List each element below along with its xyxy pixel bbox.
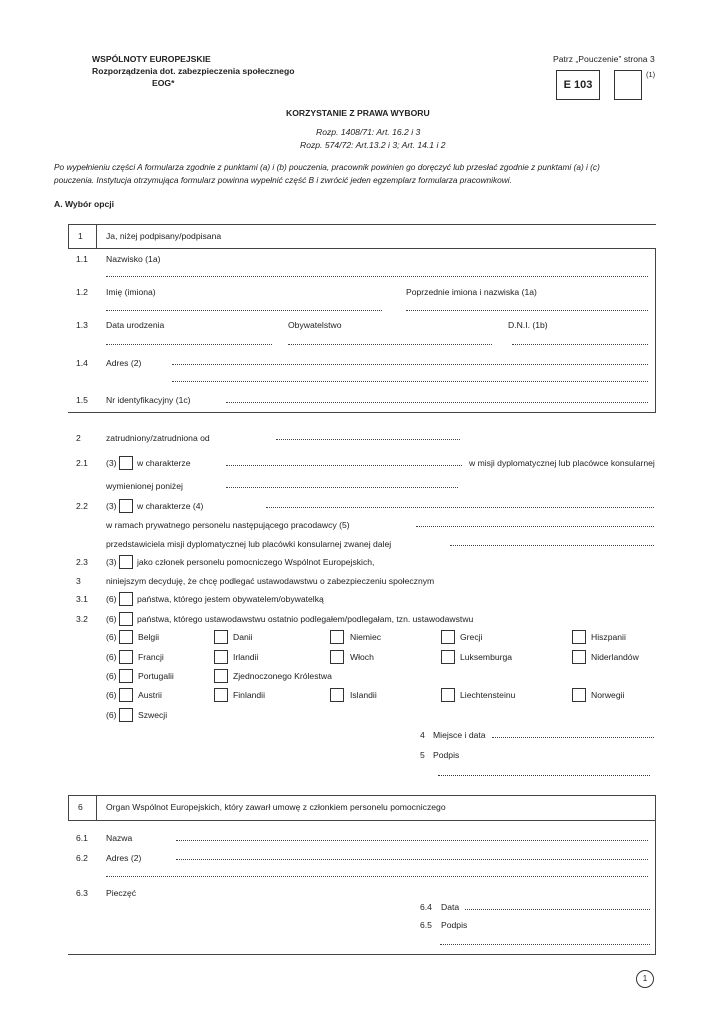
- irlandia-label: Irlandii: [233, 652, 259, 662]
- form-code: E 103: [563, 79, 593, 91]
- holandia-label: Niderlandów: [591, 652, 639, 662]
- previous-names-label: [406, 287, 537, 297]
- holandia-checkbox[interactable]: [572, 650, 586, 664]
- first-names-field[interactable]: [106, 310, 382, 311]
- private-staff-text: w ramach prywatnego personelu następującego pracodawcy: [106, 520, 337, 530]
- institution-address-label: [106, 853, 141, 863]
- id-number-ref: (1c): [175, 395, 191, 405]
- item-2-1-ref: (3): [106, 458, 117, 468]
- item-2-3-ref: (3): [106, 557, 117, 567]
- item-2-1-checkbox[interactable]: [119, 456, 133, 470]
- see-note: Patrz „Pouczenie” strona 3: [553, 54, 655, 64]
- place-date-field[interactable]: [492, 737, 654, 738]
- id-number-text: Nr identyfikacyjny: [106, 395, 174, 405]
- surname-ref: (1a): [145, 254, 161, 264]
- islandia-checkbox[interactable]: [330, 688, 344, 702]
- item-3-2-ref: (6): [106, 614, 117, 624]
- box1-right: [655, 248, 656, 412]
- dania-checkbox[interactable]: [214, 630, 228, 644]
- first-names-label: Imię (imiona): [106, 287, 156, 297]
- representative-label: przedstawiciela misji dyplomatycznej lub placówki konsularnej zwanej dalej: [106, 539, 392, 549]
- place-date-label: Miejsce i data: [433, 730, 486, 740]
- regulation-2: Rozp. 574/72: Art.13.2 i 3; Art. 14.1 i 2: [300, 140, 446, 150]
- previous-names-ref: (1a): [521, 287, 537, 297]
- austria-checkbox[interactable]: [119, 688, 133, 702]
- address-text: Adres: [106, 358, 129, 368]
- portugalia-checkbox[interactable]: [119, 669, 133, 683]
- page-number-circle: [636, 970, 654, 988]
- institution-date-field[interactable]: [465, 909, 650, 910]
- mentioned-below-label: wymienionej poniżej: [106, 481, 183, 491]
- uk-label: Zjednoczonego Królestwa: [233, 671, 332, 681]
- in-mission-label: w misji dyplomatycznej lub placówce konsularnej: [469, 458, 655, 468]
- section-5-number: 5: [420, 750, 425, 760]
- footnote-ref: (1): [646, 70, 656, 79]
- dni-field[interactable]: [512, 344, 648, 345]
- dni-text: D.N.I.: [508, 320, 530, 330]
- last-state-label: państwa, którego ustawodawstwu ostatnio podlegałem/podlegałam, tzn. ustawodawstwu: [137, 614, 474, 624]
- hiszpania-label: Hiszpanii: [591, 632, 626, 642]
- previous-names-field[interactable]: [406, 310, 648, 311]
- org-line-1: WSPÓLNOTY EUROPEJSKIE: [92, 54, 211, 64]
- employed-since-field[interactable]: [276, 439, 460, 440]
- institution-name-label: Nazwa: [106, 833, 133, 843]
- institution-address-field-2[interactable]: [106, 876, 648, 877]
- belgia-ref: (6): [106, 632, 117, 642]
- section-1-label: Ja, niżej podpisany/podpisana: [106, 231, 222, 241]
- item-6-3-number: 6.3: [76, 888, 88, 898]
- irlandia-checkbox[interactable]: [214, 650, 228, 664]
- box1-bottom: [68, 412, 656, 413]
- section-a-heading: A. Wybór opcji: [54, 199, 115, 209]
- id-number-label: [106, 395, 191, 405]
- item-2-3-number: 2.3: [76, 557, 88, 567]
- institution-date-label: Data: [441, 902, 460, 912]
- citizenship-field[interactable]: [288, 344, 492, 345]
- item-2-2-as-label: [137, 501, 203, 511]
- item-2-1-as-label: w charakterze: [137, 458, 191, 468]
- box6-top: [68, 795, 656, 796]
- birth-date-label: Data urodzenia: [106, 320, 165, 330]
- surname-text: Nazwisko: [106, 254, 143, 264]
- citizen-state-checkbox[interactable]: [119, 592, 133, 606]
- box6-bottom: [68, 954, 656, 955]
- decision-label: niniejszym decyduję, że chcę podlegać ustawodawstwu o zabezpieczeniu społecznym: [106, 576, 435, 586]
- grecja-checkbox[interactable]: [441, 630, 455, 644]
- private-staff-label: [106, 520, 350, 530]
- norwegia-checkbox[interactable]: [572, 688, 586, 702]
- dni-label: [508, 320, 548, 330]
- item-2-2-ref: (3): [106, 501, 117, 511]
- item-3-2-number: 3.2: [76, 614, 88, 624]
- org-line-2: Rozporządzenia dot. zabezpieczenia społecznego: [92, 66, 295, 76]
- finlandia-label: Finlandii: [233, 690, 266, 700]
- wlochy-checkbox[interactable]: [330, 650, 344, 664]
- item-2-2-number: 2.2: [76, 501, 88, 511]
- id-number-field[interactable]: [226, 402, 648, 403]
- finlandia-checkbox[interactable]: [214, 688, 228, 702]
- address-field-1[interactable]: [172, 364, 648, 365]
- item-1-5-number: 1.5: [76, 395, 88, 405]
- grecja-label: Grecji: [460, 632, 483, 642]
- employer-field[interactable]: [416, 526, 654, 527]
- representative-field[interactable]: [450, 545, 654, 546]
- item-1-3-number: 1.3: [76, 320, 88, 330]
- wlochy-label: Włoch: [350, 652, 374, 662]
- dni-ref: (1b): [532, 320, 548, 330]
- item-1-1-number: 1.1: [76, 254, 88, 264]
- employed-since-label: zatrudniony/zatrudniona od: [106, 433, 210, 443]
- item-2-2-as-ref: (4): [192, 501, 204, 511]
- item-1-2-number: 1.2: [76, 287, 88, 297]
- signature-label: Podpis: [433, 750, 460, 760]
- form-title: KORZYSTANIE Z PRAWA WYBORU: [286, 108, 430, 118]
- box6-divider: [68, 820, 656, 821]
- item-2-2-as-field[interactable]: [266, 507, 654, 508]
- institution-address-ref: (2): [130, 853, 142, 863]
- liechtenstein-label: Liechtensteinu: [460, 690, 516, 700]
- szwecja-ref: (6): [106, 710, 117, 720]
- islandia-label: Islandii: [350, 690, 377, 700]
- surname-field[interactable]: [106, 276, 648, 277]
- liechtenstein-checkbox[interactable]: [441, 688, 455, 702]
- luksemburg-label: Luksemburga: [460, 652, 513, 662]
- item-2-1-as-field[interactable]: [226, 465, 462, 466]
- box6-left: [68, 795, 69, 820]
- item-2-1-number: 2.1: [76, 458, 88, 468]
- instructions-line-2: pouczenia. Instytucja otrzymująca formularz powinna wypełnić część B i zwrócić jeden egzemplarz formularza pracownikowi.: [54, 175, 512, 185]
- francja-label: Francji: [138, 652, 164, 662]
- institution-address-text: Adres: [106, 853, 129, 863]
- belgia-checkbox[interactable]: [119, 630, 133, 644]
- niemcy-checkbox[interactable]: [330, 630, 344, 644]
- box1-num-sep: [96, 224, 97, 248]
- box1-top: [68, 224, 656, 225]
- item-2-2-checkbox[interactable]: [119, 499, 133, 513]
- previous-names-text: Poprzednie imiona i nazwiska: [406, 287, 520, 297]
- section-6-label: Organ Wspólnot Europejskich, który zawarł umowę z członkiem personelu pomocniczego: [106, 802, 446, 812]
- section-2-number: 2: [76, 433, 81, 443]
- institution-signature-field[interactable]: [440, 944, 650, 945]
- birth-date-field[interactable]: [106, 344, 272, 345]
- portugalia-label: Portugalii: [138, 671, 174, 681]
- item-2-3-checkbox[interactable]: [119, 555, 133, 569]
- item-3-1-ref: (6): [106, 594, 117, 604]
- address-field-2[interactable]: [172, 381, 648, 382]
- box1-divider: [68, 248, 656, 249]
- uk-checkbox[interactable]: [214, 669, 228, 683]
- item-6-2-number: 6.2: [76, 853, 88, 863]
- francja-checkbox[interactable]: [119, 650, 133, 664]
- portugalia-ref: (6): [106, 671, 117, 681]
- niemcy-label: Niemiec: [350, 632, 382, 642]
- szwecja-label: Szwecji: [138, 710, 168, 720]
- institution-address-field-1[interactable]: [176, 859, 648, 860]
- dania-label: Danii: [233, 632, 253, 642]
- francja-ref: (6): [106, 652, 117, 662]
- item-2-1-mission-field[interactable]: [226, 487, 458, 488]
- surname-label: [106, 254, 160, 264]
- item-1-4-number: 1.4: [76, 358, 88, 368]
- item-6-4-number: 6.4: [420, 902, 432, 912]
- auxiliary-staff-label: jako członek personelu pomocniczego Wspólnot Europejskich,: [137, 557, 375, 567]
- box6-right: [655, 795, 656, 954]
- austria-ref: (6): [106, 690, 117, 700]
- section-6-number: 6: [78, 802, 83, 812]
- section-4-number: 4: [420, 730, 425, 740]
- institution-name-field[interactable]: [176, 840, 648, 841]
- section-3-number: 3: [76, 576, 81, 586]
- norwegia-label: Norwegii: [591, 690, 625, 700]
- szwecja-checkbox[interactable]: [119, 708, 133, 722]
- org-line-3: EOG*: [152, 78, 175, 88]
- page-number: 1: [642, 974, 648, 983]
- austria-label: Austrii: [138, 690, 162, 700]
- form-code-box: [556, 70, 600, 100]
- citizenship-label: Obywatelstwo: [288, 320, 342, 330]
- form-footnote-box[interactable]: [614, 70, 642, 100]
- citizen-state-label: państwa, którego jestem obywatelem/obywatelką: [137, 594, 324, 604]
- box1-left: [68, 224, 69, 248]
- box6-num-sep: [96, 795, 97, 820]
- section-1-number: 1: [78, 231, 83, 241]
- institution-signature-label: Podpis: [441, 920, 468, 930]
- item-6-1-number: 6.1: [76, 833, 88, 843]
- worker-signature-field[interactable]: [438, 775, 650, 776]
- item-3-1-number: 3.1: [76, 594, 88, 604]
- belgia-label: Belgii: [138, 632, 160, 642]
- stamp-label: Pieczęć: [106, 888, 137, 898]
- instructions-line-1: Po wypełnieniu części A formularza zgodnie z punktami (a) i (b) pouczenia, pracownik powinien go doręczyć lub przesłać zgodnie z punktami (a) i (c): [54, 162, 600, 172]
- item-6-5-number: 6.5: [420, 920, 432, 930]
- luksemburg-checkbox[interactable]: [441, 650, 455, 664]
- address-label: [106, 358, 141, 368]
- hiszpania-checkbox[interactable]: [572, 630, 586, 644]
- address-ref: (2): [130, 358, 142, 368]
- item-2-2-as-text: w charakterze: [137, 501, 191, 511]
- last-state-checkbox[interactable]: [119, 612, 133, 626]
- regulation-1: Rozp. 1408/71: Art. 16.2 i 3: [316, 127, 421, 137]
- private-staff-ref: (5): [339, 520, 350, 530]
